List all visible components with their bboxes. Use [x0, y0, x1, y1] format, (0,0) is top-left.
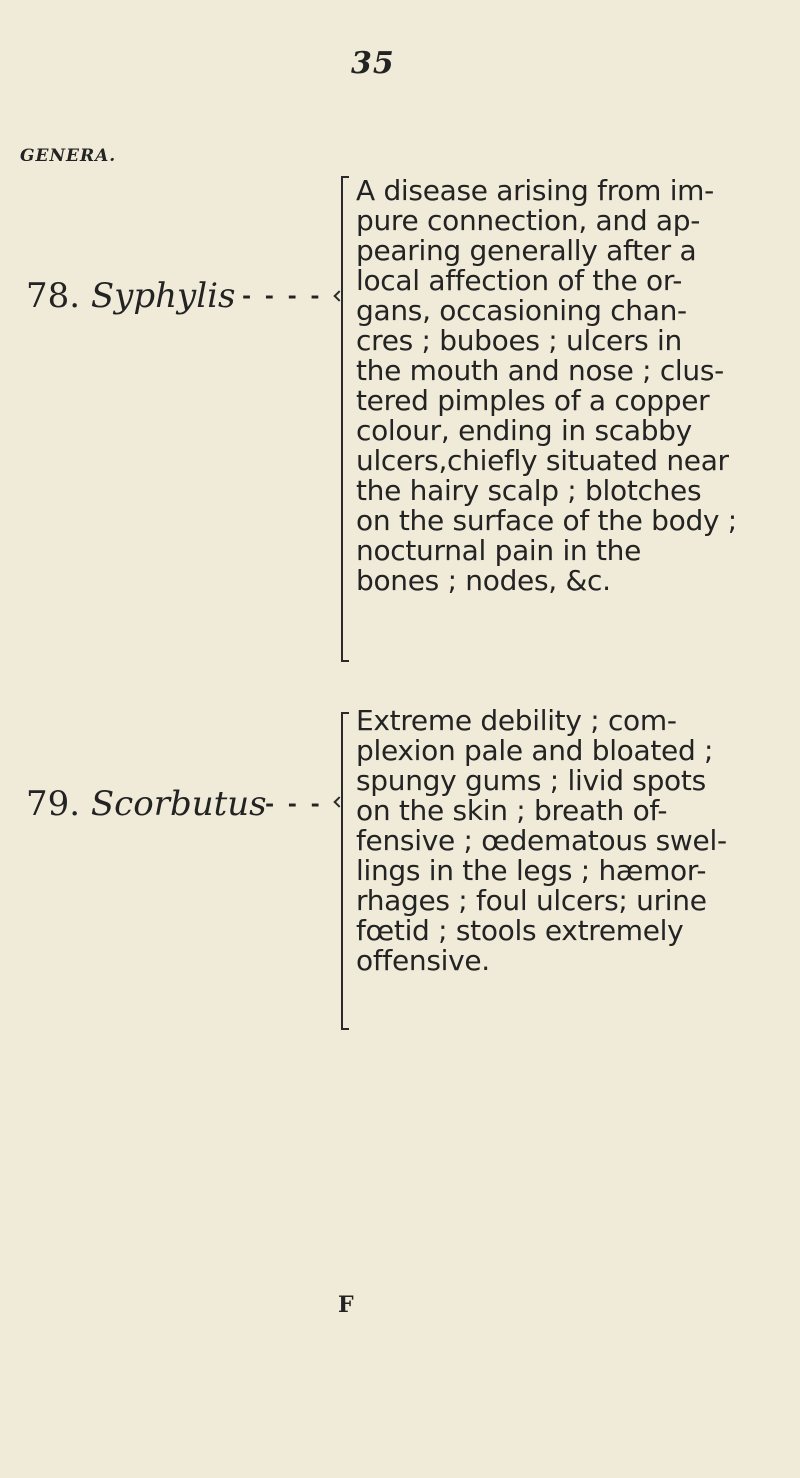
description-line: on the skin ; breath of- — [356, 794, 668, 827]
genus-number: 78. — [26, 276, 81, 316]
description-line: Extreme debility ; com- — [356, 704, 677, 737]
description-line: fensive ; œdematous swel- — [356, 824, 727, 857]
description-line: cres ; buboes ; ulcers in — [356, 324, 682, 357]
leader-dots: - - - — [265, 791, 323, 817]
leader-dots: - - - - — [242, 283, 323, 309]
genus-heading-79 — [26, 784, 267, 824]
page-number: 35 — [351, 46, 395, 81]
description-line: gans, occasioning chan- — [356, 294, 687, 327]
description-79 — [356, 706, 746, 976]
description-line: ulcers,chiefly situated near — [356, 444, 729, 477]
brace — [341, 176, 353, 662]
description-line: colour, ending in scabby — [356, 414, 692, 447]
genus-number: 79. — [26, 784, 81, 824]
genus-name: Scorbutus — [90, 784, 267, 824]
brace — [341, 712, 353, 1030]
description-line: pearing generally after a — [356, 234, 697, 267]
signature-mark: F — [338, 1292, 354, 1318]
description-line: bones ; nodes, &c. — [356, 564, 611, 597]
genus-name: Syphylis — [90, 276, 236, 316]
description-line: spungy gums ; livid spots — [356, 764, 706, 797]
description-line: the mouth and nose ; clus- — [356, 354, 724, 387]
description-line: rhages ; foul ulcers; urine — [356, 884, 707, 917]
description-line: local affection of the or- — [356, 264, 683, 297]
description-line: on the surface of the body ; — [356, 504, 737, 537]
description-line: tered pimples of a copper — [356, 384, 710, 417]
description-line: the hairy scalp ; blotches — [356, 474, 702, 507]
description-line: plexion pale and bloated ; — [356, 734, 714, 767]
genus-heading-78 — [26, 276, 235, 316]
description-line: fœtid ; stools extremely — [356, 914, 684, 947]
running-head: GENERA. — [20, 146, 117, 166]
description-line: nocturnal pain in the — [356, 534, 642, 567]
description-78 — [356, 176, 746, 596]
description-line: offensive. — [356, 944, 490, 977]
description-line: pure connection, and ap- — [356, 204, 701, 237]
description-line: lings in the legs ; hæmor- — [356, 854, 707, 887]
description-line: A disease arising from im- — [356, 174, 714, 207]
